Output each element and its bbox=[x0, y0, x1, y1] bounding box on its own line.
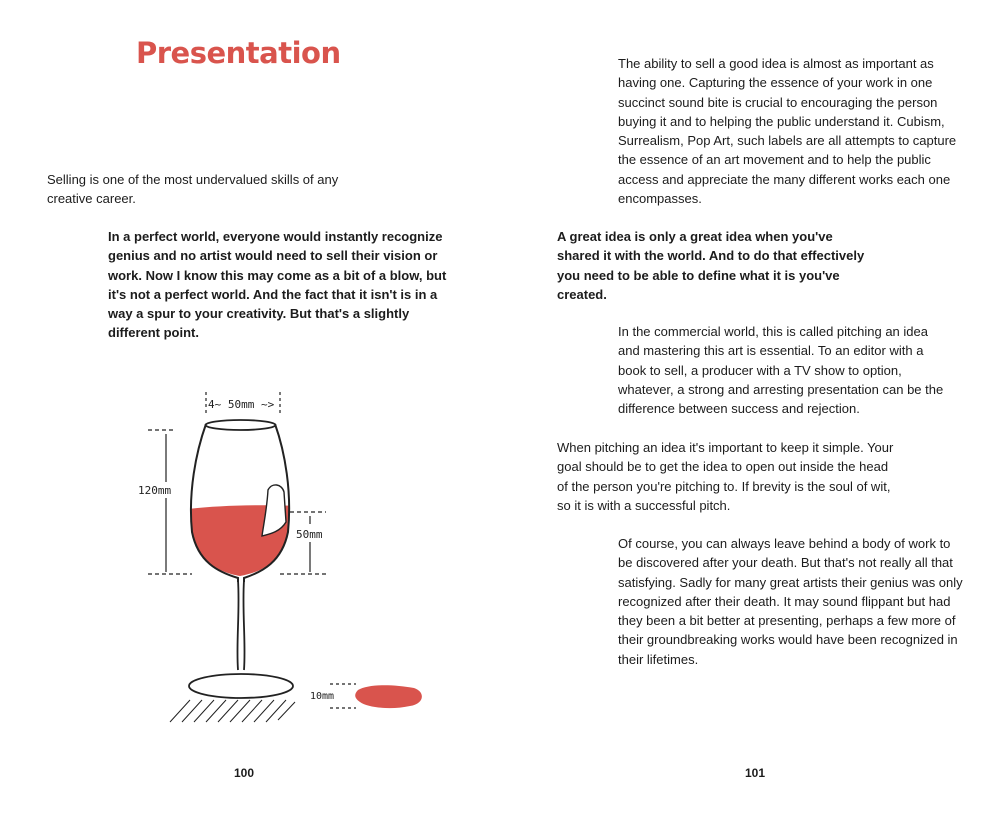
wine-spill bbox=[355, 685, 422, 708]
intro-paragraph: Selling is one of the most undervalued skills of any creative career. bbox=[47, 172, 339, 207]
shadow-hatching bbox=[170, 700, 295, 722]
bold-quote-paragraph: In a perfect world, everyone would instantly recognize genius and no artist would need to sell their vision or work. Now I know this may come as a bit of a blow, but it's not a perfect world. And the fact that it isn't is in a way a spur to your creativity. But that's a slightly different point. bbox=[108, 229, 447, 341]
paragraph-3: When pitching an idea it's important to keep it simple. Your goal should be to get the idea to open out inside the head of the person you're pitching to. If brevity is the soul of wit, so it is with a successful pitch. bbox=[557, 440, 894, 513]
paragraph-1: The ability to sell a good idea is almost as important as having one. Capturing the essence of your work in one succinct sound bite is crucial to encouraging the person buying it and to helping the public understand it. Cubism, Surrealism, Pop Art, such labels are all attempts to capture the essence of an art movement and to help the public access and appreciate the many different works each one encompasses. bbox=[618, 56, 957, 207]
glass-stem bbox=[237, 580, 244, 670]
wine-glass-illustration bbox=[130, 382, 430, 727]
page-number-right: 101 bbox=[745, 766, 766, 780]
paragraph-4: Of course, you can always leave behind a body of work to be discovered after your death. But that's not really all that satisfying. Sadly for many great artists their genius was only recognized after their death. It may sound flippant but had they been a bit better at presenting, perhaps a few more of their groundbreaking works would have been recognized in their lifetimes. bbox=[618, 536, 963, 667]
bold-statement-paragraph: A great idea is only a great idea when you've shared it with the world. And to do that effectively you need to be able to define what it is you've created. bbox=[557, 229, 865, 302]
spill-label: 10mm bbox=[310, 691, 335, 702]
page-title: Presentation bbox=[136, 36, 341, 70]
width-label: 4~ 50mm ~> bbox=[208, 398, 275, 411]
height-label: 120mm bbox=[138, 484, 172, 497]
wine-height-label: 50mm bbox=[296, 528, 323, 541]
glass-base bbox=[189, 674, 293, 698]
page-number-left: 100 bbox=[234, 766, 255, 780]
right-page bbox=[500, 0, 1000, 825]
paragraph-2: In the commercial world, this is called pitching an idea and mastering this art is essential. To an editor with a book to sell, a producer with a TV show to option, whatever, a strong and arresting presentation can be the difference between success and rejection. bbox=[618, 324, 944, 417]
